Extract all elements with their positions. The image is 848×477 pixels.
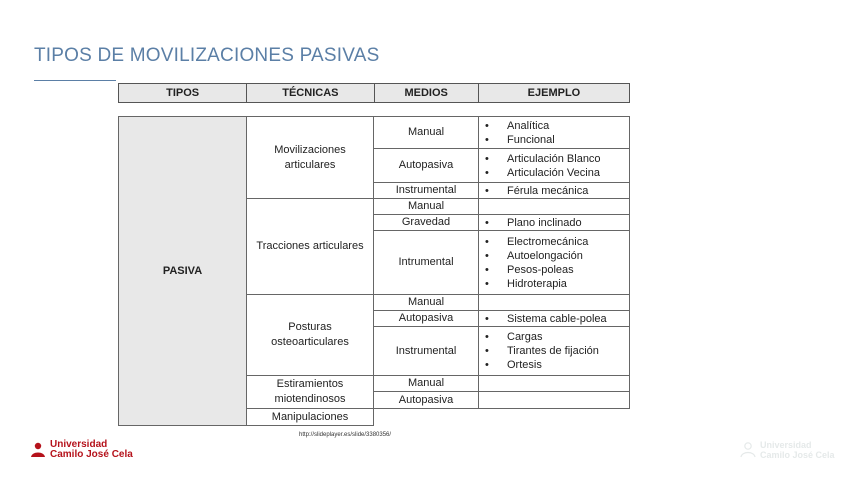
medio-label: Autopasiva	[398, 159, 454, 171]
ejemplo-list	[485, 119, 555, 147]
ejemplo-item: • Articulación Vecina	[485, 166, 601, 180]
tipo-pasiva-label: PASIVA	[162, 264, 203, 277]
ejemplo-cell-empty	[478, 375, 630, 392]
ejemplo-item: • Férula mecánica	[485, 184, 588, 198]
ejemplo-item: • Cargas	[485, 330, 599, 344]
header-tecnicas: TÉCNICAS	[247, 84, 374, 102]
medio-cell	[373, 230, 479, 295]
ejemplo-item: • Plano inclinado	[485, 216, 582, 230]
medio-label: Manual	[407, 200, 445, 212]
header-medios: MEDIOS	[375, 84, 479, 102]
ejemplo-cell	[478, 148, 630, 183]
tecnica-cell	[246, 375, 374, 409]
medio-cell	[373, 310, 479, 327]
medio-cell	[373, 326, 479, 376]
medio-label: Manual	[407, 126, 445, 138]
ejemplo-list	[485, 184, 588, 198]
medio-cell	[373, 116, 479, 149]
ejemplo-list	[485, 235, 588, 291]
tecnica-cell	[246, 198, 374, 295]
tecnica-cell	[246, 116, 374, 199]
header-ejemplo: EJEMPLO	[527, 87, 581, 99]
medio-cell	[373, 214, 479, 231]
medio-label: Autopasiva	[398, 312, 454, 324]
medio-label: Manual	[407, 296, 445, 308]
medio-cell	[373, 294, 479, 311]
tecnica-cell	[246, 294, 374, 376]
watermark-line2: Camilo José Cela	[760, 450, 835, 460]
tecnica-label: Manipulaciones	[271, 410, 349, 423]
medio-cell	[373, 148, 479, 183]
medio-cell	[373, 375, 479, 392]
ejemplo-item: • Sistema cable-polea	[485, 312, 607, 326]
ejemplo-cell-empty	[478, 294, 630, 311]
medio-cell	[373, 391, 479, 409]
ejemplo-item: • Ortesis	[485, 358, 599, 372]
title-underline	[34, 80, 116, 81]
ejemplo-list	[485, 312, 607, 326]
ejemplo-item: • Pesos-poleas	[485, 263, 588, 277]
ejemplo-cell-empty	[478, 198, 630, 215]
ejemplo-cell	[478, 310, 630, 327]
tecnica-label: Movilizaciones articulares	[274, 143, 346, 171]
medio-label: Gravedad	[401, 216, 451, 228]
medio-label: Instrumental	[395, 344, 457, 357]
ejemplo-item: • Funcional	[485, 133, 555, 147]
tipo-pasiva-cell	[118, 116, 247, 426]
ejemplo-cell	[478, 214, 630, 231]
ejemplo-item: • Hidroterapia	[485, 277, 588, 291]
tecnica-label: Tracciones articulares	[256, 240, 364, 252]
table-header	[118, 83, 630, 103]
medio-label: Autopasiva	[398, 393, 454, 406]
medio-label: Instrumental	[395, 184, 457, 196]
table-body	[118, 116, 630, 426]
ejemplo-cell	[478, 116, 630, 149]
source-link[interactable]: http://slideplayer.es/slide/3380356/	[299, 432, 392, 438]
university-emblem-icon	[30, 442, 46, 458]
logo-line2: Camilo José Cela	[50, 449, 133, 460]
medio-cell	[373, 182, 479, 199]
logo-line1: Universidad	[50, 439, 108, 450]
ejemplo-cell	[478, 326, 630, 376]
ejemplo-cell-empty	[478, 391, 630, 409]
tecnica-label: Estiramientos miotendinosos	[274, 378, 346, 405]
ejemplo-item: • Analítica	[485, 119, 555, 133]
university-logo	[30, 440, 133, 460]
watermark-line1: Universidad	[760, 440, 812, 450]
header-tipos: TIPOS	[119, 84, 247, 102]
ejemplo-list	[485, 330, 599, 372]
watermark-emblem-icon	[740, 442, 756, 458]
tecnica-cell	[246, 408, 374, 426]
ejemplo-item: • Autoelongación	[485, 249, 588, 263]
medio-cell	[373, 198, 479, 215]
ejemplo-item: • Articulación Blanco	[485, 152, 601, 166]
ejemplo-cell	[478, 230, 630, 295]
ejemplo-item: • Electromecánica	[485, 235, 588, 249]
slide-title: TIPOS DE MOVILIZACIONES PASIVAS	[34, 45, 380, 66]
ejemplo-cell	[478, 182, 630, 199]
ejemplo-list	[485, 216, 582, 230]
ejemplo-item: • Tirantes de fijación	[485, 344, 599, 358]
medio-label: Intrumental	[398, 256, 454, 268]
ejemplo-list	[485, 152, 601, 180]
medio-label: Manual	[407, 377, 445, 389]
tecnica-label: Posturas osteoarticulares	[271, 321, 349, 348]
watermark-logo	[740, 440, 835, 460]
